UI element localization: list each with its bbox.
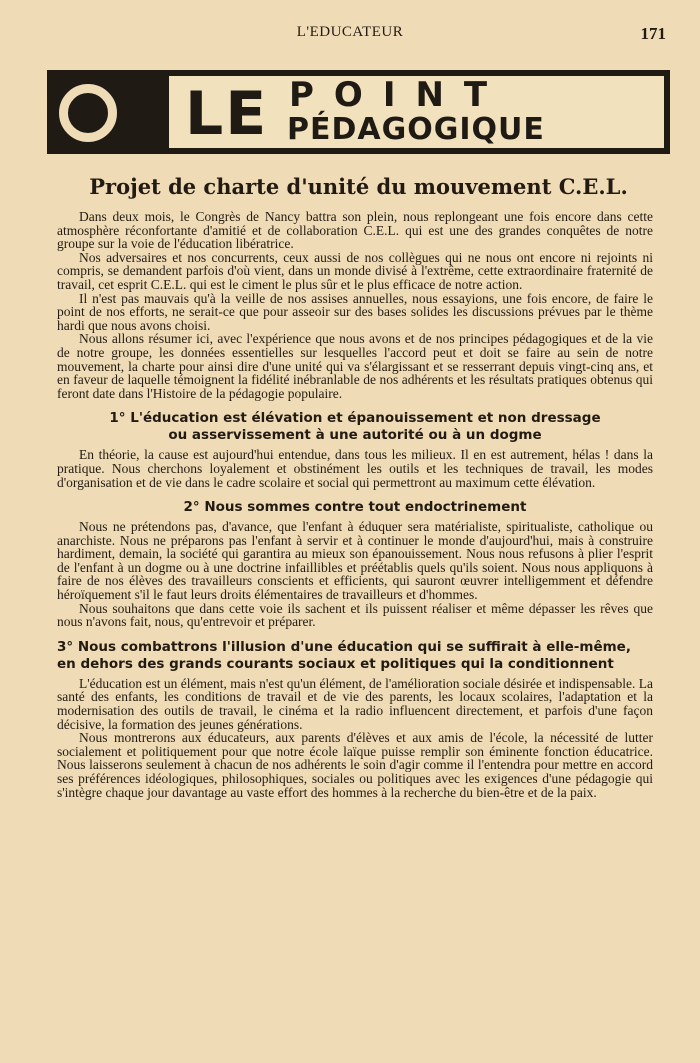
intro-paragraph: Nos adversaires et nos concurrents, ceux aussi de nos collègues qui ne nous ont encore ni rejoints ni compris, se demandent parfois d'où vient, dans un monde divisé à l'extrême, cette extraordinaire fraternité de travail, cet esprit C.E.L. qui est le ciment le plus sûr et le plus efficace de notre action. [57,249,653,292]
section-3-paragraph: L'éducation est un élément, mais n'est qu'un élément, de l'amélioration sociale désirée et indispensable. La santé des enfants, les conditions de travail et de vie des parents, les locaux scolaires, l'adaptation et la modernisation des outils de travail, le cinéma et la radio influencent directement, et parfois d'une façon décisive, la formation des jeunes générations. [57,675,653,732]
running-header [0,24,700,50]
intro-paragraph: Nous allons résumer ici, avec l'expérience que nous avons et de nos principes pédagogiques et de la vie de notre groupe, les données essentielles sur lesquelles l'accord peut et doit se faire au sein de notre mouvement, la charte pour ainsi dire d'une unité qui va s'élargissant et se resserrant depuis vingt-cinq ans, et en faveur de laquelle témoignent la fidélité inébranlable de nos adhérents et les résultats pratiques obtenus qui feront date dans l'Histoire de la pédagogie populaire. [57,331,653,401]
section-1-paragraph: En théorie, la cause est aujourd'hui entendue, dans tous les milieux. Il en est autrement, hélas ! dans la pratique. Nous cherchons loyalement et obstinément les outils et les techniques de travail, les modes d'organisation et de vie dans le cadre scolaire et social qui permettront au maximum cette élévation. [57,447,653,490]
section-2-paragraph: Nous souhaitons que dans cette voie ils sachent et ils puissent réaliser et même dépasser les rêves que nous n'avons fait, nous, qu'entrevoir et préparer. [57,600,653,630]
section-1-heading-line: 1° L'éducation est élévation et épanouissement et non dressage [109,410,601,427]
section-3-heading [57,639,653,673]
banner-word-point: POINT [289,75,508,115]
section-1-heading [57,410,653,444]
article-body [57,210,653,799]
banner-word-pedagogique: PÉDAGOGIQUE [287,112,545,147]
article-title: Projet de charte d'unité du mouvement C.E.L. [89,174,628,199]
section-2-heading: 2° Nous sommes contre tout endoctrinement [183,499,527,516]
section-2-paragraph: Nous ne prétendons pas, d'avance, que l'enfant à éduquer sera matérialiste, spiritualiste, catholique ou anarchiste. Nous ne préparons pas l'enfant à servir et à continuer le monde d'aujourd'hui, mais à construire hardiment, demain, la société qui garantira au mieux son épanouissement. Nous nous refusons à plier l'esprit de l'enfant à un dogme ou à une doctrine infaillibles et préétablis quels qu'ils soient. Nous nous appliquons à faire de nos élèves des travailleurs conscients et efficients, qui sauront œuvrer intelligemment et défendre héroïquement s'il le faut leurs droits élémentaires de travailleurs et d'hommes. [57,519,653,603]
section-3-paragraph: Nous montrerons aux éducateurs, aux parents d'élèves et aux amis de l'école, la nécessité de lutter socialement et politiquement pour que notre école laïque puisse remplir son éminente fonction éducatrice. Nous laisserons seulement à chacun de nos adhérents le soin d'agir comme il l'entendra pour mettre en accord ses préférences idéologiques, philosophiques, sociales ou politiques avec les exigences d'une pédagogie qui s'intègre chaque jour davantage au vaste effort des hommes à la recherche du bien-être et de la paix. [57,730,653,800]
banner-word-le: LE [185,79,269,149]
running-title: L'EDUCATEUR [296,24,404,40]
section-3-heading-line: 3° Nous combattrons l'illusion d'une éducation qui se suffirait à elle-même, [57,638,631,655]
intro-paragraph: Il n'est pas mauvais qu'à la veille de nos assises annuelles, nous essayions, une fois encore, de faire le point de nos efforts, ne serait-ce que pour asseoir sur des bases solides les discussions prévues par le thème hardi que nous avons choisi. [57,290,653,333]
page-number: 171 [640,24,666,43]
section-1-heading-line: ou asservissement à une autorité ou à un dogme [168,427,542,444]
intro-paragraph: Dans deux mois, le Congrès de Nancy battra son plein, nous replongeant une fois encore dans cette atmosphère réconfortante d'amitié et de collaboration C.E.L. qui est une des grandes conquêtes de notre groupe sur la voie de l'éducation libératrice. [57,209,653,252]
banner-lettering-panel [169,76,664,148]
section-3-heading-line: en dehors des grands courants sociaux et politiques qui la conditionnent [57,655,614,672]
section-banner [47,70,670,154]
banner-ring-ornament [59,84,117,142]
